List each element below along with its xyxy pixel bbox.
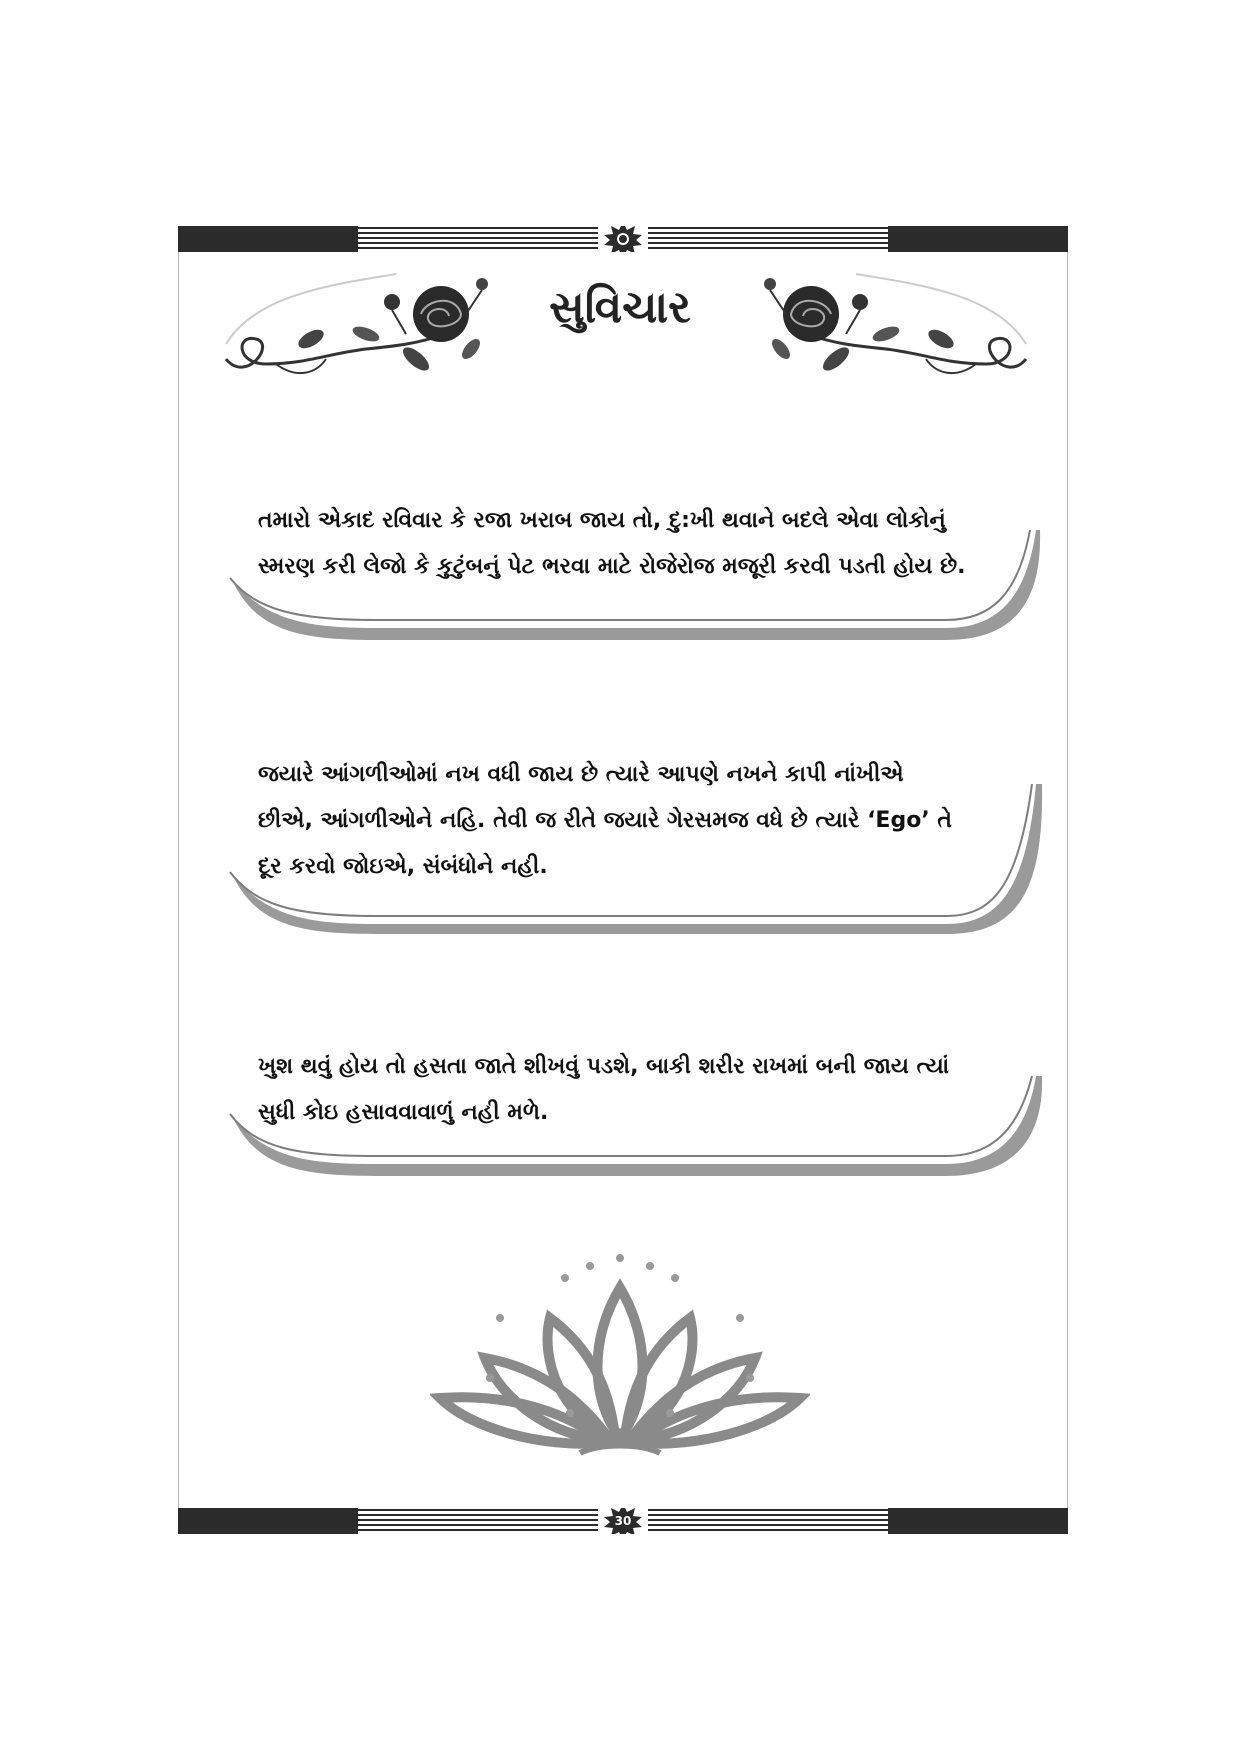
quote-line: સુધી કોઇ હસાવવાવાળું નહી મળે. [258, 1100, 549, 1125]
footer-bar [178, 1508, 1068, 1534]
quote-line: ખુશ થવું હોય તો હસતા જાતે શીખવું પડશે, બાકી શરીર રાખમાં બની જાય ત્યાં [258, 1054, 950, 1079]
quote-line: સ્મરણ કરી લેજો કે કુટુંબનું પેટ ભરવા માટે રોજેરોજ મજૂરી કરવી પડતી હોય છે. [258, 554, 966, 579]
quote-text [258, 752, 952, 890]
quote-line: તમારો એકાદ રવિવાર કે રજા ખરાબ જાય તો, દુ:ખી થવાને બદલે એવા લોકોનું [258, 508, 946, 533]
sun-burst-icon [604, 226, 642, 252]
quote-card [226, 744, 1046, 934]
quote-text [258, 498, 966, 590]
lotus-icon [430, 1248, 810, 1462]
page-number: 30 [614, 1514, 632, 1528]
quote-line: છીએ, આંગળીઓને નહિ. તેવી જ રીતે જયારે ગેરસમજ વધે છે ત્યારે ‘Ego’ તે [258, 808, 952, 833]
rose-flourish-icon [216, 264, 496, 388]
rose-flourish-icon [756, 264, 1036, 388]
page-title: સુવિચાર [549, 282, 691, 333]
quote-line: જયારે આંગળીઓમાં નખ વધી જાય છે ત્યારે આપણે નખને કાપી નાંખીએ [258, 762, 904, 787]
quote-card [226, 490, 1046, 640]
quote-text [258, 1044, 949, 1136]
header-bar [178, 226, 1068, 252]
quote-line: દૂર કરવો જોઇએ, સંબંધોને નહી. [258, 854, 548, 879]
quote-card [226, 1036, 1046, 1176]
